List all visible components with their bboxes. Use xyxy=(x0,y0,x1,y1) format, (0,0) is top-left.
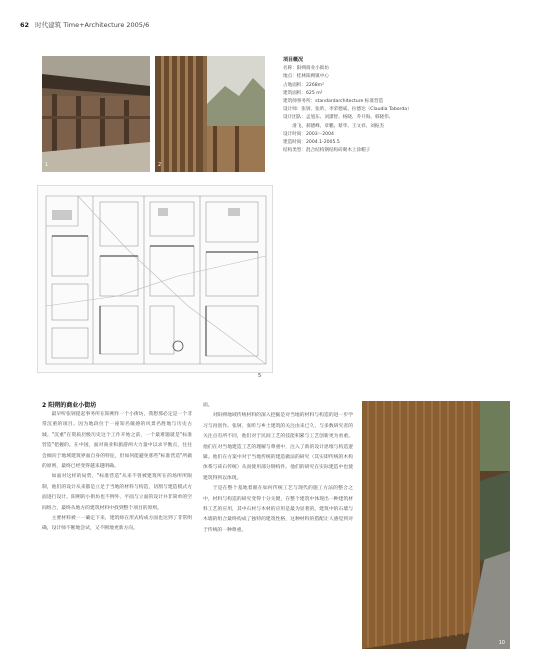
article-column-1 xyxy=(42,410,192,648)
page-header xyxy=(20,20,149,29)
project-info-row: 地点：桂林阳朔镇中心 xyxy=(283,74,329,80)
paragraph: 于是在整个基地着眼在如何传统工艺与现代的施工方法的整合之中，材料与构造的研究变得十分关键，在整个建筑中体现出一种建筑材料工艺的应用，其中石材与木材的应用是最为显著的。建筑中的石墙与木墙的组合最终构成了独特的建筑性格，这种材料的搭配让人感觉到对于传统的一种尊重。 xyxy=(203,486,353,533)
paragraph: 如面对这样的局势，"标准营造"从来不曾被建筑所在的场所所限制，他们的设计从来都是立足于当地的材料与构造，切割与建造模式方面进行设计。阳朔的小街坊也不例外，平面与立面的设计并非简单的空间组合，最终从地方的建筑材料中找到整个项目的原则。 xyxy=(42,474,192,511)
paragraph: 最早听张轲提起事务所在阳朔作一个小街坊，我想那必定是一个非常沉重的项目。因为地段位于一座知名敏感的风景名胜地与历史古城。"沉重"在资质层级历史这个工作开始之前，一个最难题就是"标准营造"把握的。在中国，面对商业和旅游两大力量中以求平衡点，往往会倾向于地域建筑界面自身的特征，但如何能避免那些"标准营造"所做的原则，最终已经变得越来越明确。 xyxy=(42,412,192,470)
photo-timber-facade xyxy=(155,56,265,172)
project-info-row: 设计师：张轲、张昕、李荣德威、拉德达（Claudia Taborda） xyxy=(283,107,412,113)
figure-number-5: 5 xyxy=(258,373,262,379)
figure-number-2: 2 xyxy=(158,162,162,168)
project-info-row: 名称：阳朔商业小街坊 xyxy=(283,66,329,72)
project-info xyxy=(283,56,493,155)
figure-number-10: 10 xyxy=(498,640,505,646)
project-info-title: 项目概况 xyxy=(283,57,304,63)
journal-name: 时代建筑 Time+Architecture 2005/6 xyxy=(35,21,150,29)
project-info-row: 建造时间：2004.1-2005.5 xyxy=(283,140,340,146)
project-info-row: 设计团队：孟旭东、刘潇智、杨晓、乔开海、韩晓伟、 xyxy=(283,115,394,121)
project-info-row: 建筑面积：625 m² xyxy=(283,90,323,96)
photo-timber-screen-wall xyxy=(362,401,510,649)
figure-number-1: 1 xyxy=(45,162,49,168)
project-info-row: 建筑师事务所：standardarchitecture 标准营造 xyxy=(283,99,384,105)
photo-corridor xyxy=(42,56,150,172)
paragraph: 主要材料被一一确定下来，建筑师在形式构成方面也达到了非常明确，设计师不断地尝试，又不断地更新方向。 xyxy=(42,516,192,532)
page-number: 62 xyxy=(20,21,30,29)
project-info-row: 结构类型：混合结构钢结构砖砌木上涂帽子 xyxy=(283,148,371,154)
paragraph: 对阳朔地域传统材料的深入挖掘是对当地的材料与构造的进一步学习与再创作。张轲、张昕与乡土建筑的关注由来已久，与多数研究者的关注点有所不同，他们对于民间工艺的技能积累与工艺创新更为看重。他们在对当地建造工艺的理解与尊重中，注入了新的设计思维与构造逻辑。他们在方案中对于当地传统的建造做法的研究（其实即传统的木构体系与砖石传统）从而使用部分钢构件。他们的研究在实际建造中也使建筑得到以体现。 xyxy=(203,413,353,481)
paragraph: 面。 xyxy=(203,403,213,408)
project-info-row: 设计时间：2003～2004 xyxy=(283,131,334,137)
section-title: 2 阳朔的商业小街坊 xyxy=(42,402,97,409)
article-column-2 xyxy=(203,401,353,648)
site-plan-drawing xyxy=(37,185,273,373)
project-info-row: 占地面积：2268m² xyxy=(283,82,324,88)
project-info-row: 滑飞、郝德峰、章鹏、蔡华、王文祥、刘振杰 xyxy=(283,123,385,129)
